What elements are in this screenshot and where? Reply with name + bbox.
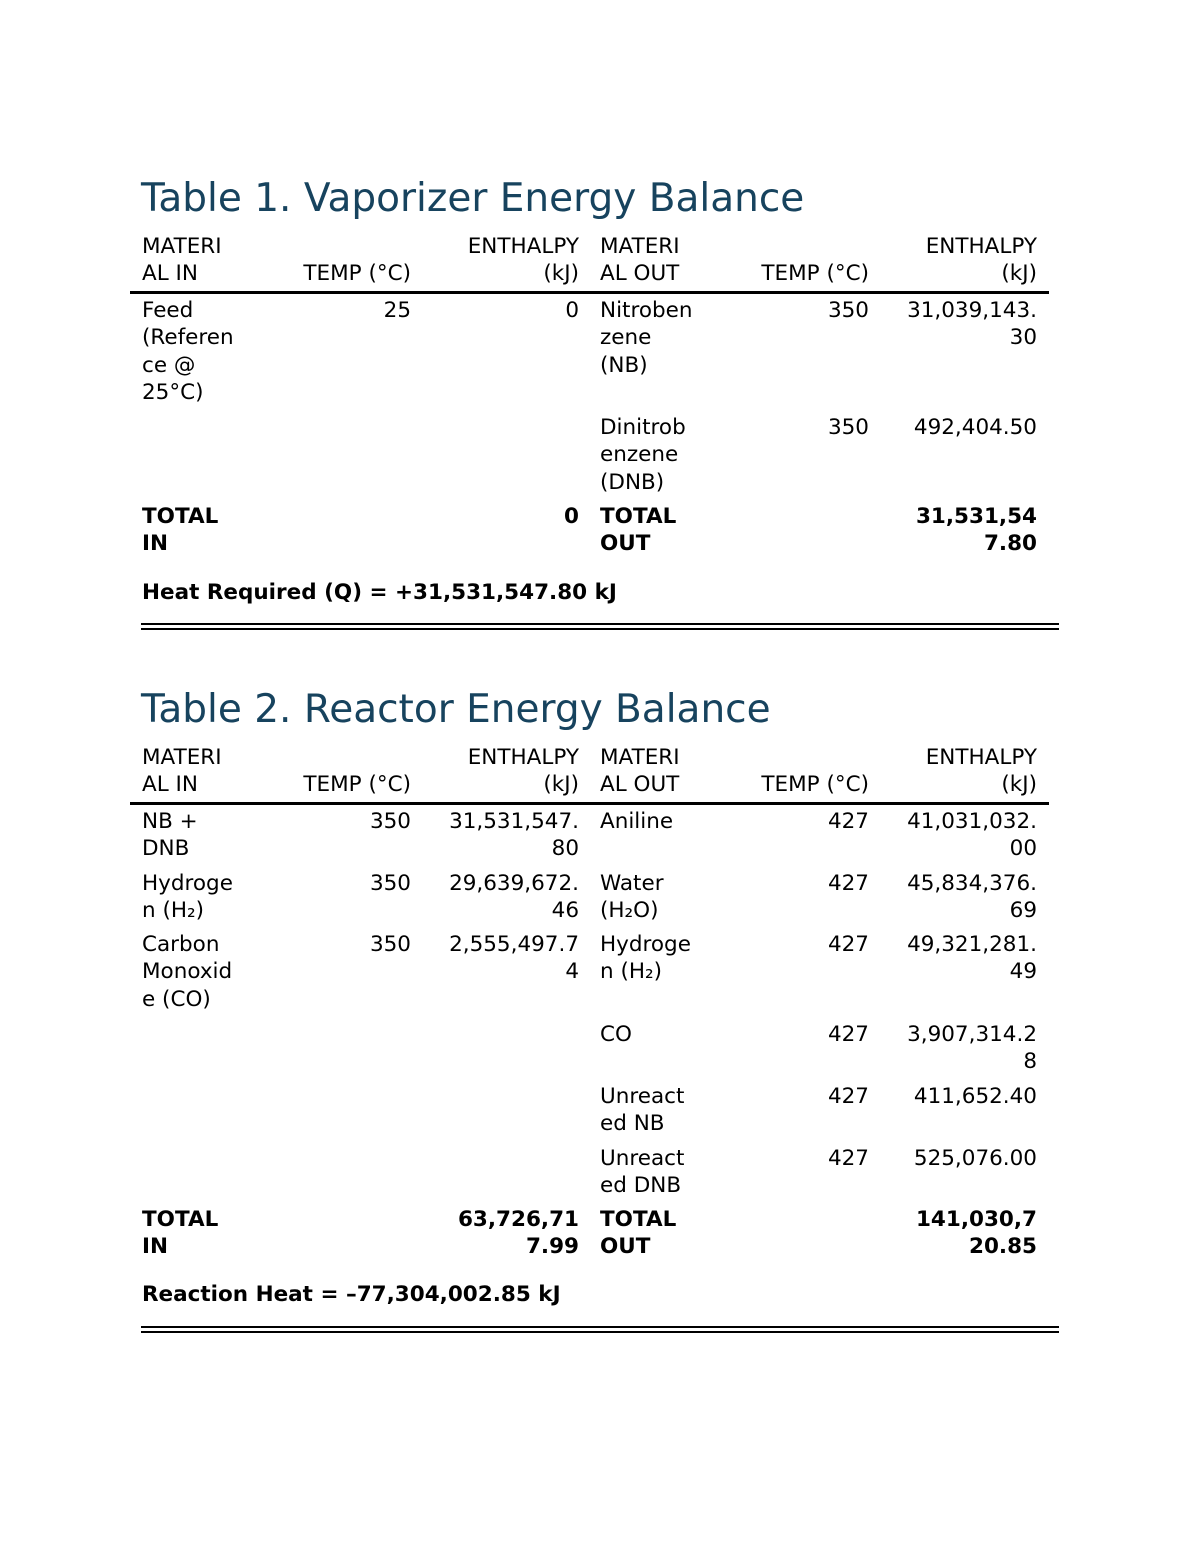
header-material-out: MATERI AL OUT [600, 234, 680, 287]
material-out-cell: CO [600, 1022, 632, 1047]
enthalpy-in-cell: 0 [565, 298, 579, 323]
header-enthalpy-out: ENTHALPY (kJ) [925, 745, 1037, 798]
total-in-label: TOTAL IN [142, 1207, 219, 1260]
enthalpy-out-cell: 41,031,032. 00 [907, 809, 1037, 862]
enthalpy-out-cell: 492,404.50 [913, 415, 1037, 440]
material-out-cell: Nitroben zene (NB) [600, 298, 693, 378]
double-rule [141, 623, 1059, 630]
header-rule [130, 291, 1049, 294]
material-out-cell: Dinitrob enzene (DNB) [600, 415, 686, 495]
header-enthalpy-out: ENTHALPY (kJ) [925, 234, 1037, 287]
header-enthalpy-in: ENTHALPY (kJ) [467, 745, 579, 798]
temp-out-cell: 427 [827, 1084, 869, 1109]
total-out-value: 31,531,54 7.80 [915, 504, 1037, 557]
temp-in-cell: 350 [369, 932, 411, 957]
enthalpy-out-cell: 3,907,314.2 8 [907, 1022, 1037, 1075]
material-in-cell: Feed (Referen ce @ 25°C) [142, 298, 234, 405]
header-rule [130, 802, 1049, 805]
temp-out-cell: 427 [827, 871, 869, 896]
material-out-cell: Water (H₂O) [600, 871, 664, 924]
header-temp-out: TEMP (°C) [761, 772, 869, 797]
material-out-cell: Aniline [600, 809, 674, 834]
temp-out-cell: 427 [827, 809, 869, 834]
reaction-heat-summary: Reaction Heat = –77,304,002.85 kJ [142, 1282, 561, 1307]
enthalpy-in-cell: 29,639,672. 46 [449, 871, 579, 924]
material-out-cell: Unreact ed NB [600, 1084, 685, 1137]
header-temp-in: TEMP (°C) [303, 772, 411, 797]
total-out-label: TOTAL OUT [600, 504, 677, 557]
total-in-label: TOTAL IN [142, 504, 219, 557]
temp-out-cell: 427 [827, 1146, 869, 1171]
table-1-title: Table 1. Vaporizer Energy Balance [141, 176, 805, 221]
temp-in-cell: 25 [383, 298, 411, 323]
heat-required-summary: Heat Required (Q) = +31,531,547.80 kJ [142, 580, 617, 605]
material-in-cell: Carbon Monoxid e (CO) [142, 932, 233, 1012]
enthalpy-out-cell: 45,834,376. 69 [907, 871, 1037, 924]
header-material-in: MATERI AL IN [142, 234, 222, 287]
enthalpy-out-cell: 525,076.00 [913, 1146, 1037, 1171]
header-material-out: MATERI AL OUT [600, 745, 680, 798]
enthalpy-out-cell: 411,652.40 [913, 1084, 1037, 1109]
double-rule [141, 1326, 1059, 1333]
temp-in-cell: 350 [369, 871, 411, 896]
material-out-cell: Unreact ed DNB [600, 1146, 685, 1199]
header-temp-out: TEMP (°C) [761, 261, 869, 286]
total-out-value: 141,030,7 20.85 [915, 1207, 1037, 1260]
temp-in-cell: 350 [369, 809, 411, 834]
material-in-cell: Hydroge n (H₂) [142, 871, 233, 924]
enthalpy-out-cell: 49,321,281. 49 [907, 932, 1037, 985]
total-in-value: 63,726,71 7.99 [457, 1207, 579, 1260]
enthalpy-in-cell: 31,531,547. 80 [449, 809, 579, 862]
material-in-cell: NB + DNB [142, 809, 198, 862]
total-in-value: 0 [564, 504, 579, 529]
header-temp-in: TEMP (°C) [303, 261, 411, 286]
temp-out-cell: 427 [827, 932, 869, 957]
total-out-label: TOTAL OUT [600, 1207, 677, 1260]
enthalpy-in-cell: 2,555,497.7 4 [449, 932, 579, 985]
enthalpy-out-cell: 31,039,143. 30 [907, 298, 1037, 351]
temp-out-cell: 350 [827, 298, 869, 323]
temp-out-cell: 350 [827, 415, 869, 440]
table-2-title: Table 2. Reactor Energy Balance [141, 687, 771, 732]
header-material-in: MATERI AL IN [142, 745, 222, 798]
temp-out-cell: 427 [827, 1022, 869, 1047]
material-out-cell: Hydroge n (H₂) [600, 932, 691, 985]
header-enthalpy-in: ENTHALPY (kJ) [467, 234, 579, 287]
